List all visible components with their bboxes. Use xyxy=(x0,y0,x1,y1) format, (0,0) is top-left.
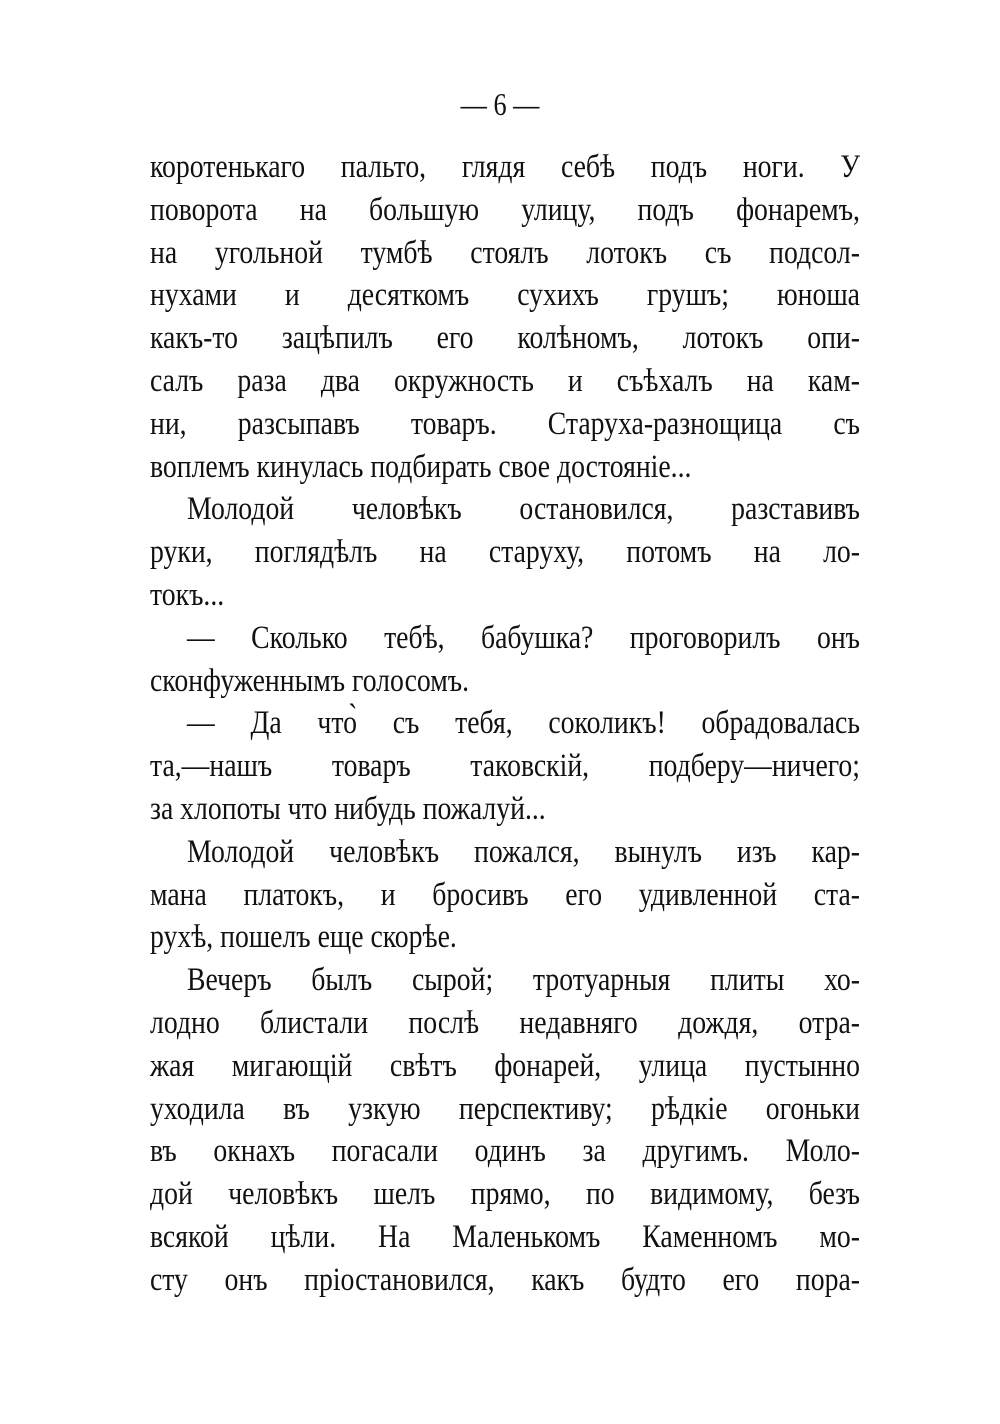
line-text: — Сколько тебѣ, бабушка? проговорилъ онъ xyxy=(187,619,861,656)
line-text: мана платокъ, и бросивъ его удивленной ста- xyxy=(150,876,860,913)
text-line xyxy=(150,1173,860,1216)
body-text xyxy=(150,146,860,1302)
text-line xyxy=(150,959,860,1002)
line-text: коротенькаго пальто, глядя себѣ подъ ноги. У xyxy=(150,149,860,185)
text-line xyxy=(150,1130,860,1173)
text-line xyxy=(150,360,860,403)
text-line xyxy=(150,403,860,446)
line-text: въ окнахъ погасали одинъ за другимъ. Моло- xyxy=(150,1133,861,1170)
text-line xyxy=(150,146,860,189)
text-line xyxy=(150,1259,860,1302)
text-line xyxy=(150,531,860,574)
line-text: токъ... xyxy=(150,576,225,613)
text-line xyxy=(150,916,860,959)
line-text: та,—нашъ товаръ таковскій, подберу—ничего; xyxy=(150,748,860,785)
line-text: Молодой человѣкъ пожался, вынулъ изъ кар- xyxy=(187,833,860,870)
line-text: поворота на большую улицу, подъ фонаремъ, xyxy=(150,191,860,228)
text-line xyxy=(150,702,860,745)
line-text: нухами и десяткомъ сухихъ грушъ; юноша xyxy=(150,277,860,314)
text-line xyxy=(150,1045,860,1088)
line-text: какъ-то зацѣпилъ его колѣномъ, лотокъ опи- xyxy=(150,320,861,357)
line-text: — Да что̀ съ тебя, соколикъ! обрадовалась xyxy=(187,705,860,742)
text-line xyxy=(150,831,860,874)
line-text: салъ раза два окружность и съѣхалъ на кам- xyxy=(150,362,860,399)
text-line xyxy=(150,874,860,917)
text-line xyxy=(150,232,860,275)
line-text: Вечеръ былъ сырой; тротуарныя плиты хо- xyxy=(187,962,860,999)
line-text: за хлопоты что нибудь пожалуй... xyxy=(150,790,546,827)
text-line xyxy=(150,189,860,232)
line-text: дой человѣкъ шелъ прямо, по видимому, безъ xyxy=(150,1176,860,1213)
line-text: руки, поглядѣлъ на старуху, потомъ на ло- xyxy=(150,534,861,571)
text-line xyxy=(150,317,860,360)
text-line xyxy=(150,660,860,703)
text-line xyxy=(150,274,860,317)
line-text: лодно блистали послѣ недавняго дождя, отра- xyxy=(150,1004,860,1041)
line-text: всякой цѣли. На Маленькомъ Каменномъ мо- xyxy=(150,1218,860,1255)
text-line xyxy=(150,1002,860,1045)
line-text: ни, разсыпавъ товаръ. Старуха-разнощица съ xyxy=(150,405,860,442)
text-line xyxy=(150,446,860,489)
line-text: сту онъ пріостановился, какъ будто его пора- xyxy=(150,1261,860,1298)
line-text: воплемъ кинулась подбирать свое достояніе... xyxy=(150,448,692,485)
line-text: уходила въ узкую перспективу; рѣдкіе огоньки xyxy=(150,1090,860,1127)
text-line xyxy=(150,574,860,617)
line-text: жая мигающій свѣтъ фонарей, улица пустынно xyxy=(150,1047,861,1084)
text-line xyxy=(150,1216,860,1259)
line-text: рухѣ, пошелъ еще скорѣе. xyxy=(150,919,457,956)
line-text: на угольной тумбѣ стоялъ лотокъ съ подсол- xyxy=(150,234,860,271)
text-line xyxy=(150,617,860,660)
line-text: Молодой человѣкъ остановился, разставивъ xyxy=(187,491,860,528)
text-line xyxy=(150,1088,860,1131)
text-line xyxy=(150,488,860,531)
text-line xyxy=(150,745,860,788)
text-line xyxy=(150,788,860,831)
page-number: — 6 — xyxy=(460,86,540,122)
line-text: сконфуженнымъ голосомъ. xyxy=(150,662,470,699)
